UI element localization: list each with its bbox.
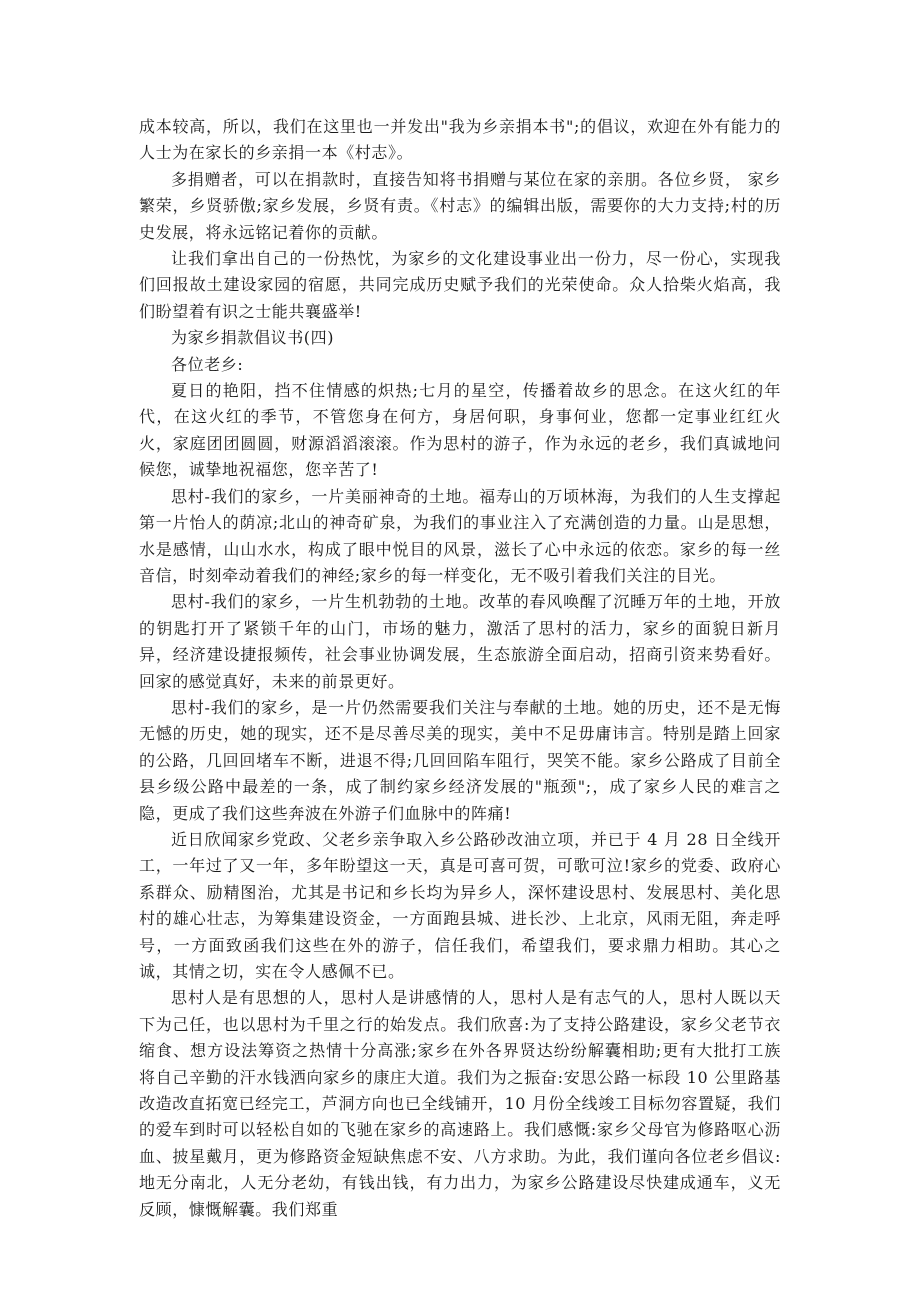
paragraph-6: 夏日的艳阳，挡不住情感的炽热;七月的星空，传播着故乡的思念。在这火红的年代，在这火红的季节，不管您身在何方，身居何职，身事何业，您都一定事业红红火火，家庭团团圆圆，财源滔滔滚滚。作为思村的游子，作为永远的老乡，我们真诚地问候您，诚挚地祝福您，您辛苦了!	[139, 381, 781, 480]
paragraph-9: 思村-我们的家乡，是一片仍然需要我们关注与奉献的土地。她的历史，还不是无悔无憾的历史，她的现实，还不是尽善尽美的现实，美中不足毋庸讳言。特别是踏上回家的公路，几回回堵车不断，进退不得;几回回陷车阻行，哭笑不能。家乡公路成了目前全县乡级公路中最差的一条，成了制约家乡经济发展的"瓶颈";，成了家乡人民的难言之隐，更成了我们这些奔波在外游子们血脉中的阵痛!	[139, 697, 781, 823]
paragraph-8: 思村-我们的家乡，一片生机勃勃的土地。改革的春风唤醒了沉睡万年的土地，开放的钥匙打开了紧锁千年的山门，市场的魅力，激活了思村的活力，家乡的面貌日新月异，经济建设捷报频传，社会事业协调发展，生态旅游全面启动，招商引资来势看好。回家的感觉真好，未来的前景更好。	[139, 592, 781, 691]
paragraph-7: 思村-我们的家乡，一片美丽神奇的土地。福寿山的万顷林海，为我们的人生支撑起第一片怡人的荫凉;北山的神奇矿泉，为我们的事业注入了充满创造的力量。山是思想，水是感情，山山水水，构成了眼中悦目的风景，滋长了心中永远的依恋。家乡的每一丝音信，时刻牵动着我们的神经;家乡的每一样变化，无不吸引着我们关注的目光。	[139, 486, 781, 585]
section-heading: 为家乡捐款倡议书(四)	[171, 328, 335, 348]
paragraph-11: 思村人是有思想的人，思村人是讲感情的人，思村人是有志气的人，思村人既以天下为己任，也以思村为千里之行的始发点。我们欣喜:为了支持公路建设，家乡父老节衣缩食、想方设法筹资之热情十分高涨;家乡在外各界贤达纷纷解囊相助;更有大批打工族将自己辛勤的汗水钱洒向家乡的康庄大道。我们为之振奋:安思公路一标段 10 公里路基改造改直拓宽已经完工，芦洞方向也已全线铺开，10 月份全线竣工目标勿容置疑，我们的爱车到时可以轻松自如的飞驰在家乡的高速路上。我们感慨:家乡父母官为修路呕心沥血、披星戴月，更为修路资金短缺焦虑不安、八方求助。为此，我们谨向各位老乡倡议:地无分南北，人无分老幼，有钱出钱，有力出力，为家乡公路建设尽快建成通车，义无反顾，慷慨解囊。我们郑重	[139, 988, 781, 1219]
paragraph-1: 成本较高，所以，我们在这里也一并发出"我为乡亲捐本书";的倡议，欢迎在外有能力的人士为在家长的乡亲捐一本《村志》。	[139, 117, 781, 163]
document-body	[139, 114, 781, 1223]
salutation: 各位老乡:	[171, 354, 244, 374]
paragraph-2: 多捐赠者，可以在捐款时，直接告知将书捐赠与某位在家的亲朋。各位乡贤， 家乡繁荣，乡贤骄傲;家乡发展，乡贤有责。《村志》的编辑出版，需要你的大力支持;村的历史发展，将永远铭记着你的贡献。	[139, 169, 781, 242]
paragraph-10: 近日欣闻家乡党政、父老乡亲争取入乡公路砂改油立项，并已于 4 月 28 日全线开工，一年过了又一年，多年盼望这一天，真是可喜可贺，可歌可泣!家乡的党委、政府心系群众、励精图治，尤其是书记和乡长均为异乡人，深怀建设思村、发展思村、美化思村的雄心壮志，为筹集建设资金，一方面跑县城、进长沙、上北京，风雨无阻，奔走呼号，一方面致函我们这些在外的游子，信任我们，希望我们，要求鼎力相助。其心之诚，其情之切，实在令人感佩不已。	[139, 829, 781, 981]
paragraph-3: 让我们拿出自己的一份热忱，为家乡的文化建设事业出一份力，尽一份心，实现我们回报故土建设家园的宿愿，共同完成历史赋予我们的光荣使命。众人拾柴火焰高，我们盼望着有识之士能共襄盛举!	[139, 249, 781, 321]
